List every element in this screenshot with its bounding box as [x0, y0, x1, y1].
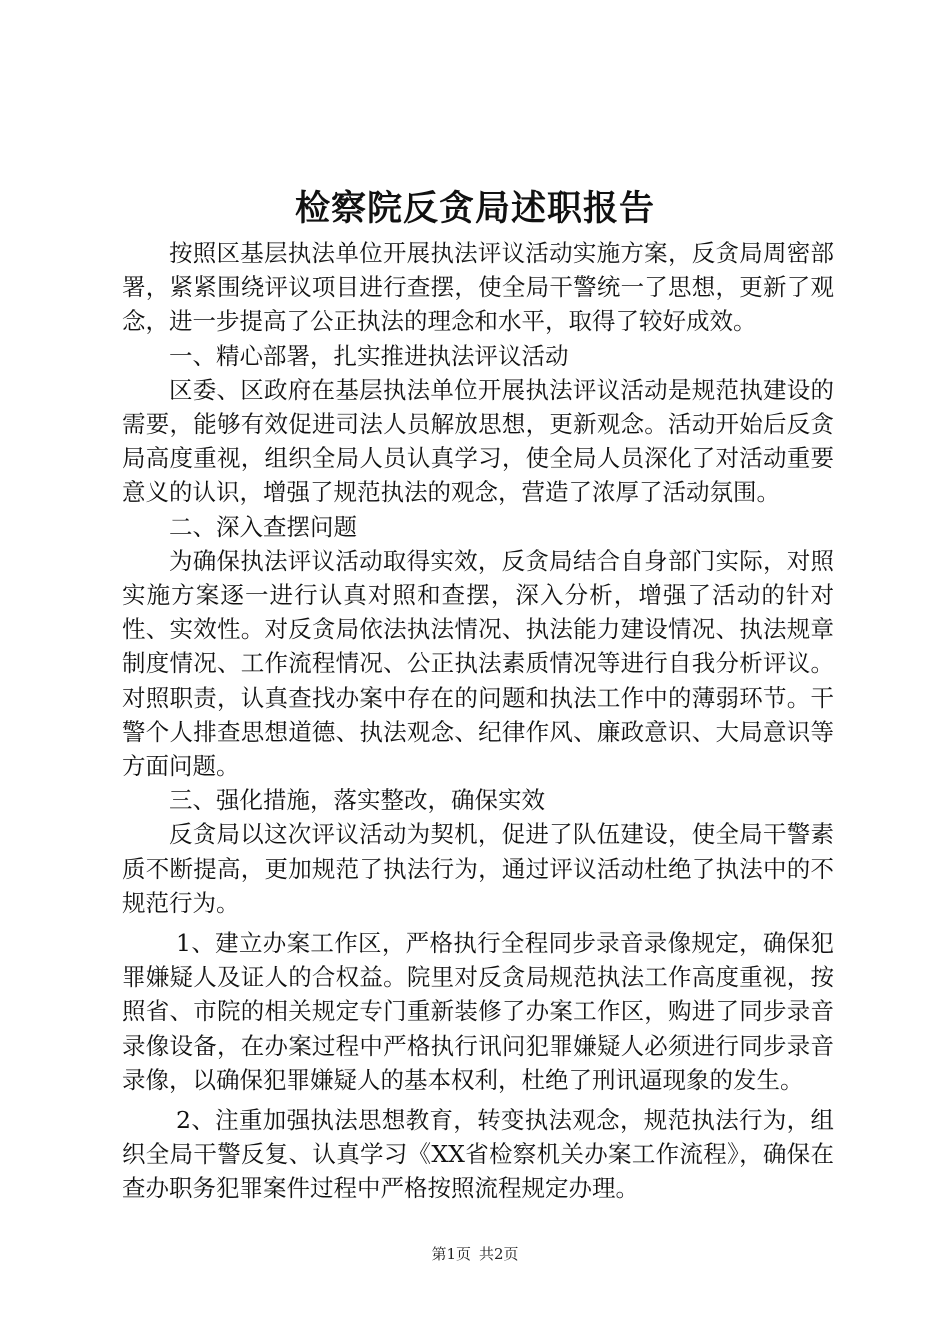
section-heading-1: 一、精心部署，扎实推进执法评议活动 [169, 341, 569, 370]
section-1-paragraph: 区委、区政府在基层执法单位开展执法评议活动是规范执建设的需要，能够有效促进司法人员解放思想，更新观念。活动开始后反贪局高度重视，组织全局人员认真学习，使全局人员深化了对活动重要意义的认识，增强了规范执法的观念，营造了浓厚了活动氛围。 [122, 375, 834, 507]
page-total: 共2页 [479, 1245, 519, 1263]
measure-item-1: 1、建立办案工作区，严格执行全程同步录音录像规定，确保犯罪嫌疑人及证人的合权益。院里对反贪局规范执法工作高度重视，按照省、市院的相关规定专门重新装修了办案工作区，购进了同步录音录像设备，在办案过程中严格执行讯问犯罪嫌疑人必须进行同步录音录像，以确保犯罪嫌疑人的基本权利，杜绝了刑讯逼现象的发生。 [122, 929, 834, 1094]
measure-item-2: 2、注重加强执法思想教育，转变执法观念，规范执法行为，组织全局干警反复、认真学习《XX省检察机关办案工作流程》，确保在查办职务犯罪案件过程中严格按照流程规定办理。 [122, 1106, 834, 1203]
document-body [122, 236, 834, 1206]
section-heading-2: 二、深入查摆问题 [169, 512, 357, 541]
intro-paragraph: 按照区基层执法单位开展执法评议活动实施方案，反贪局周密部署，紧紧围绕评议项目进行查摆，使全局干警统一了思想，更新了观念，进一步提高了公正执法的理念和水平，取得了较好成效。 [122, 239, 834, 336]
section-heading-3: 三、强化措施，落实整改，确保实效 [169, 786, 545, 815]
section-2-paragraph: 为确保执法评议活动取得实效，反贪局结合自身部门实际，对照实施方案逐一进行认真对照和查摆，深入分析，增强了活动的针对性、实效性。对反贪局依法执法情况、执法能力建设情况、执法规章制度情况、工作流程情况、公正执法素质情况等进行自我分析评议。对照职责，认真查找办案中存在的问题和执法工作中的薄弱环节。干警个人排查思想道德、执法观念、纪律作风、廉政意识、大局意识等方面问题。 [122, 546, 834, 781]
document-title: 检察院反贪局述职报告 [294, 188, 655, 229]
page-footer [0, 1242, 950, 1266]
section-3-paragraph: 反贪局以这次评议活动为契机，促进了队伍建设，使全局干警素质不断提高，更加规范了执法行为，通过评议活动杜绝了执法中的不规范行为。 [122, 820, 834, 917]
page-number: 第1页 [431, 1245, 471, 1263]
